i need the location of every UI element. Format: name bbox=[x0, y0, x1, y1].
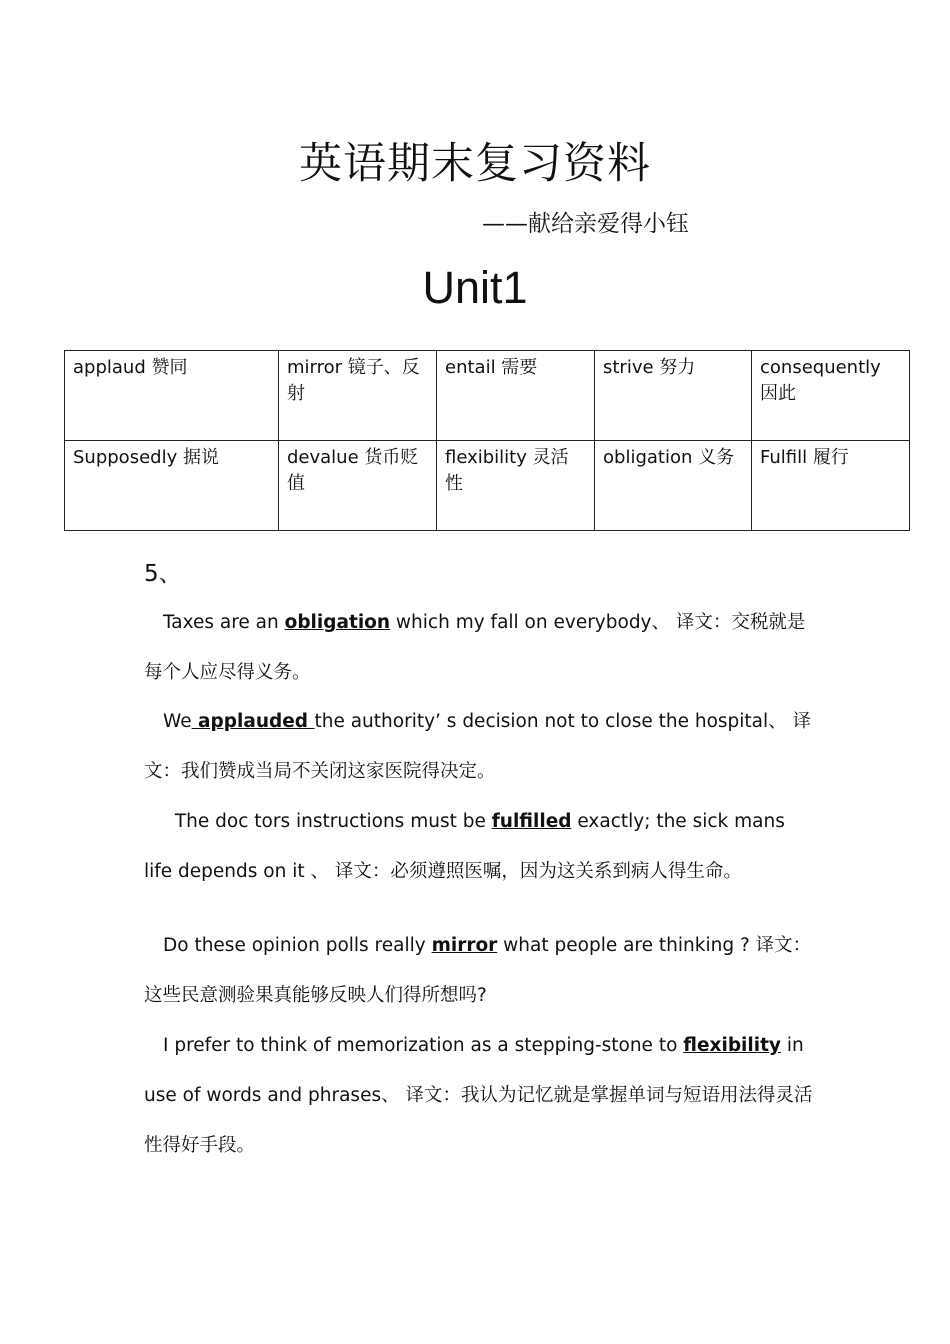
vocabulary-row bbox=[65, 351, 910, 441]
sentence-text: Do these opinion polls really bbox=[163, 935, 432, 956]
sentence-text: what people are thinking ? 译文：这些民意测验果真能够反映人们得所想吗? bbox=[144, 935, 812, 1006]
sentence-text: I prefer to think of memorization as a stepping-stone to bbox=[163, 1035, 684, 1056]
vocabulary-table bbox=[64, 350, 910, 531]
document-subtitle: ——献给亲爱得小钰 bbox=[482, 211, 689, 237]
example-sentence bbox=[144, 797, 814, 897]
vocabulary-cell: devalue 货币贬值 bbox=[279, 441, 437, 531]
sentence-text: the authority’ s decision not to close the hospital、 译文：我们赞成当局不关闭这家医院得决定。 bbox=[144, 711, 812, 782]
vocabulary-cell: consequently 因此 bbox=[752, 351, 910, 441]
example-sentence bbox=[144, 921, 814, 1021]
example-sentence bbox=[144, 1021, 814, 1171]
vocabulary-cell: Fulfill 履行 bbox=[752, 441, 910, 531]
vocabulary-cell: Supposedly 据说 bbox=[65, 441, 279, 531]
sentence-text: exactly; the sick mans life depends on it 、 译文：必须遵照医嘱，因为这关系到病人得生命。 bbox=[144, 811, 785, 882]
sentence-keyword: obligation bbox=[284, 612, 391, 633]
vocabulary-row bbox=[65, 441, 910, 531]
vocabulary-cell: entail 需要 bbox=[437, 351, 595, 441]
sentence-keyword: flexibility bbox=[683, 1035, 781, 1056]
sentence-text: The doc tors instructions must be bbox=[169, 811, 492, 832]
vocabulary-cell: strive 努力 bbox=[595, 351, 752, 441]
vocabulary-cell: obligation 义务 bbox=[595, 441, 752, 531]
sentence-text: We bbox=[163, 711, 192, 732]
unit-heading: Unit1 bbox=[422, 262, 528, 313]
vocabulary-cell: flexibility 灵活性 bbox=[437, 441, 595, 531]
sentence-keyword: applauded bbox=[191, 711, 315, 732]
vocabulary-cell: mirror 镜子、反射 bbox=[279, 351, 437, 441]
section-number: 5、 bbox=[144, 561, 182, 587]
sentence-text: in use of words and phrases、 译文：我认为记忆就是掌握单词与短语用法得灵活性得好手段。 bbox=[144, 1035, 813, 1156]
document-title: 英语期末复习资料 bbox=[299, 139, 651, 189]
sentence-keyword: fulfilled bbox=[491, 811, 572, 832]
vocabulary-cell: applaud 赞同 bbox=[65, 351, 279, 441]
example-sentence bbox=[144, 598, 814, 698]
sentence-text: Taxes are an bbox=[163, 612, 285, 633]
sentence-keyword: mirror bbox=[431, 935, 498, 956]
sentence-text: which my fall on everybody、 译文：交税就是每个人应尽得义务。 bbox=[144, 612, 806, 683]
example-sentence bbox=[144, 697, 814, 797]
